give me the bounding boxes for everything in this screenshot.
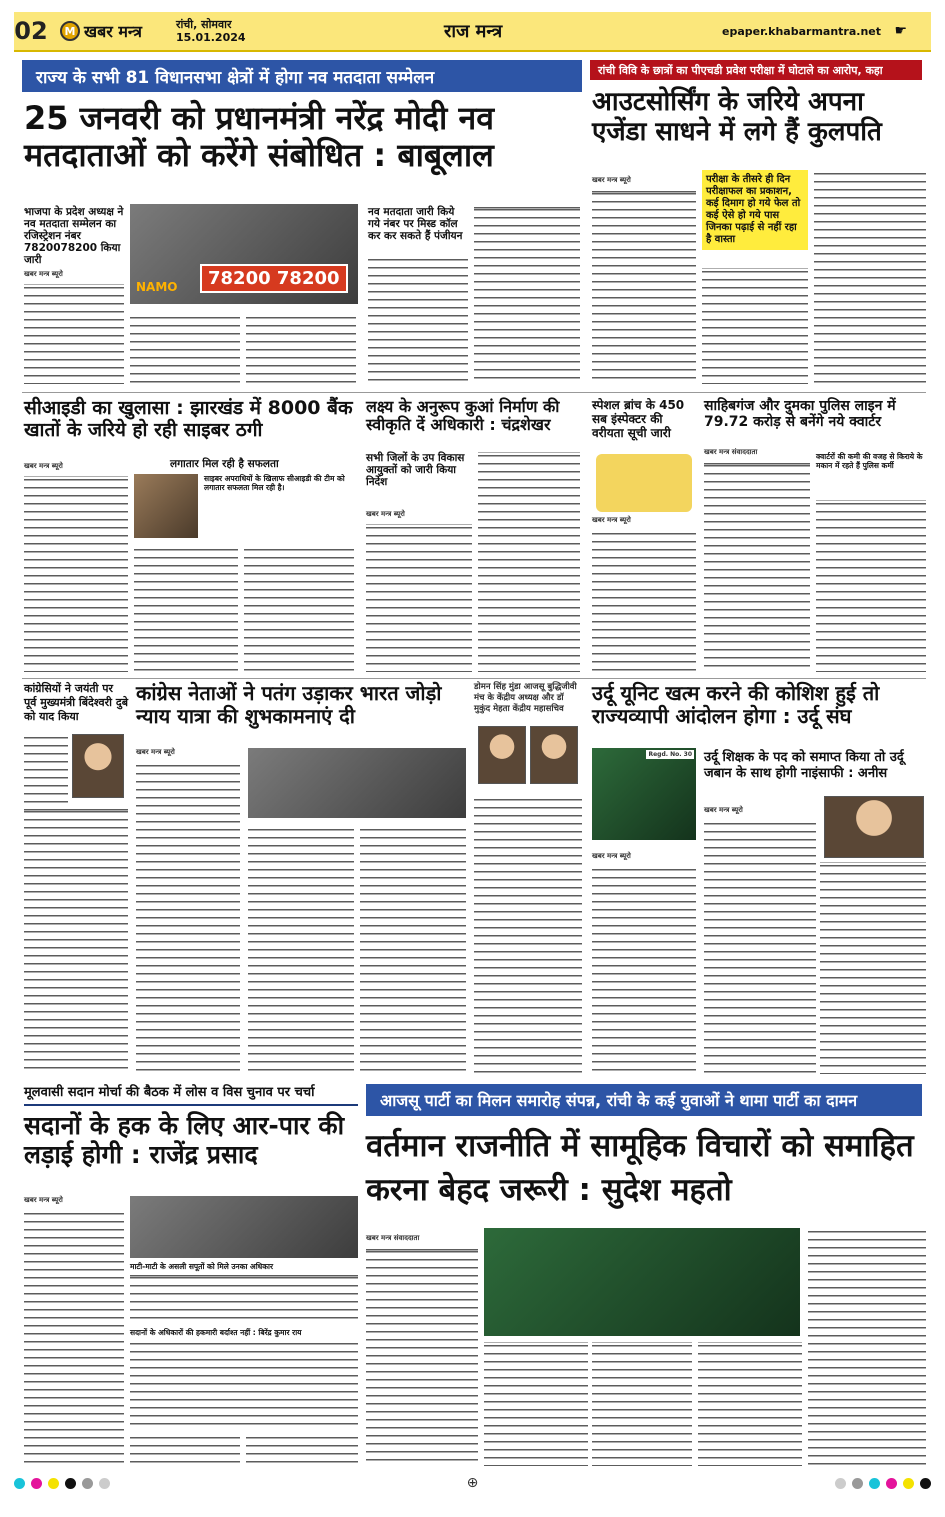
section-title: राज मन्त्र bbox=[444, 21, 503, 42]
urdu-photo bbox=[592, 748, 696, 840]
masthead bbox=[14, 12, 931, 52]
registration-number: 78200 78200 bbox=[200, 264, 348, 293]
cid-headline: सीआइडी का खुलासा : झारखंड में 8000 बैंक खातों के जरिये हो रही साइबर ठगी bbox=[24, 397, 353, 441]
logo-text: खबर मन्त्र bbox=[84, 22, 142, 41]
portrait-photo bbox=[478, 726, 526, 784]
color-dot bbox=[835, 1478, 846, 1489]
color-dot bbox=[903, 1478, 914, 1489]
divider bbox=[22, 392, 926, 393]
urdu-byline-2: खबर मन्त्र ब्यूरो bbox=[592, 852, 631, 860]
sudesh-byline: खबर मन्त्र संवाददाता bbox=[366, 1234, 420, 1242]
top-blue-strip: राज्य के सभी 81 विधानसभा क्षेत्रों में होगा नव मतदाता सम्मेलन bbox=[22, 60, 582, 92]
print-color-bar bbox=[14, 1476, 931, 1490]
lead-body-col-4 bbox=[368, 256, 468, 384]
phd-headline: आउटसोर्सिंग के जरिये अपना एजेंडा साधने में लगे हैं कुलपति bbox=[592, 87, 882, 147]
congress-death-body-1 bbox=[24, 734, 68, 806]
kite-byline: खबर मन्त्र ब्यूरो bbox=[136, 748, 175, 756]
sudesh-body-col-3 bbox=[592, 1342, 692, 1466]
well-body-col-2 bbox=[478, 452, 580, 672]
sadan-strip: मूलवासी सदान मोर्चा की बैठक में लोस व विस चुनाव पर चर्चा bbox=[24, 1085, 315, 1100]
lead-sidebar: भाजपा के प्रदेश अध्यक्ष ने नव मतदाता सम्मेलन का रजिस्ट्रेशन नंबर 7820078200 किया जारी bbox=[24, 206, 124, 266]
si-body-col-1 bbox=[592, 530, 696, 672]
sadan-byline: खबर मन्त्र ब्यूरो bbox=[24, 1196, 63, 1204]
issue-date: 15.01.2024 bbox=[175, 31, 246, 44]
lead-body-col-2 bbox=[130, 314, 240, 384]
phd-body-col-1 bbox=[592, 190, 696, 384]
right-color-dots bbox=[835, 1478, 931, 1489]
lead-body-col-1 bbox=[24, 284, 124, 384]
kite-body-col-3 bbox=[360, 826, 466, 1074]
cid-byline: खबर मन्त्र ब्यूरो bbox=[24, 462, 63, 470]
portrait-photo bbox=[72, 734, 124, 798]
cid-subhead: लगातार मिल रही है सफलता bbox=[170, 458, 279, 470]
police-body-col-2 bbox=[816, 500, 926, 672]
color-dot bbox=[886, 1478, 897, 1489]
color-dot bbox=[99, 1478, 110, 1489]
urdu-subhead: उर्दू शिक्षक के पद को समाप्त किया तो उर्दू जबान के साथ होगी नाइंसाफी : अनीस bbox=[704, 750, 904, 781]
well-byline: खबर मन्त्र ब्यूरो bbox=[366, 510, 405, 518]
sudesh-body-col-5 bbox=[808, 1228, 926, 1466]
city-day: रांची, सोमवार bbox=[175, 18, 232, 31]
phd-byline: खबर मन्त्र ब्यूरो bbox=[592, 176, 631, 184]
congress-death-headline: कांग्रेसियों ने जयंती पर पूर्व मुख्यमंत्री बिंदेश्वरी दुबे को याद किया bbox=[24, 682, 128, 723]
divider bbox=[22, 678, 926, 679]
logo-icon: M bbox=[60, 21, 80, 41]
sudesh-strip: आजसू पार्टी का मिलन समारोह संपन्न, रांची के कई युवाओं ने थामा पार्टी का दामन bbox=[366, 1084, 922, 1116]
cid-caption: साइबर अपराधियों के खिलाफ सीआइडी की टीम को लगातार सफलता मिल रही है। bbox=[204, 474, 345, 492]
sadan-body-col-2 bbox=[130, 1274, 358, 1324]
well-body-col-1 bbox=[366, 524, 472, 672]
sudesh-photo bbox=[484, 1228, 800, 1336]
color-dot bbox=[920, 1478, 931, 1489]
kite-body-col-1 bbox=[136, 762, 240, 1074]
sadan-subhead-1: माटी-माटी के असली सपूतों को मिले उनका अधिकार bbox=[130, 1262, 274, 1271]
epaper-link[interactable]: epaper.khabarmantra.net bbox=[722, 24, 881, 38]
kite-photo bbox=[248, 748, 466, 818]
top-red-strip: रांची विवि के छात्रों का पीएचडी प्रवेश परीक्षा में घोटाले का आरोप, कहा bbox=[590, 60, 922, 80]
lead-body-col-5 bbox=[474, 206, 580, 384]
hand-pointer-icon: ☛ bbox=[894, 23, 907, 39]
sadan-body-col-4 bbox=[130, 1434, 240, 1466]
police-illustration bbox=[596, 454, 692, 512]
sadan-body-col-3 bbox=[130, 1340, 358, 1428]
color-dot bbox=[31, 1478, 42, 1489]
well-headline: लक्ष्य के अनुरूप कुआं निर्माण की स्वीकृति दें अधिकारी : चंद्रशेखर bbox=[366, 397, 560, 435]
kite-headline: कांग्रेस नेताओं ने पतंग उड़ाकर भारत जोड़ो न्याय यात्रा की शुभकामनाएं दी bbox=[136, 681, 442, 728]
brand-logo bbox=[60, 20, 142, 42]
sadan-subhead-2: सदानों के अधिकारों की हकमारी बर्दाश्त नहीं : बिरेंद्र कुमार राय bbox=[130, 1328, 302, 1337]
dateline bbox=[176, 18, 246, 44]
sudesh-headline: वर्तमान राजनीति में सामूहिक विचारों को समाहित करना बेहद जरूरी : सुदेश महतो bbox=[366, 1128, 914, 1208]
left-color-dots bbox=[14, 1478, 110, 1489]
sadan-headline: सदानों के हक के लिए आर-पार की लड़ाई होगी : राजेंद्र प्रसाद bbox=[24, 1111, 345, 1169]
police-body-col-1 bbox=[704, 462, 810, 672]
police-headline: साहिबगंज और दुमका पुलिस लाइन में 79.72 करोड़ से बनेंगे नये क्वार्टर bbox=[704, 398, 896, 431]
well-subhead: सभी जिलों के उप विकास आयुक्तों को जारी किया निर्देश bbox=[366, 452, 465, 488]
color-dot bbox=[869, 1478, 880, 1489]
cid-photo bbox=[134, 474, 198, 538]
registration-mark-icon: ⊕ bbox=[466, 1475, 479, 1491]
urdu-body-col-1 bbox=[592, 866, 696, 1074]
sadan-photo bbox=[130, 1196, 358, 1258]
cid-body-col-2 bbox=[134, 546, 238, 672]
lead-body-col-3 bbox=[246, 314, 356, 384]
phd-body-col-3 bbox=[814, 170, 926, 384]
urdu-body-col-2 bbox=[704, 820, 816, 1074]
page-number: 02 bbox=[14, 17, 48, 45]
lead-byline: खबर मन्त्र ब्यूरो bbox=[24, 270, 63, 278]
police-subhead: क्वार्टरों की कमी की वजह से किराये के मकान में रहते हैं पुलिस कर्मी bbox=[816, 452, 923, 470]
sadan-body-col-5 bbox=[246, 1434, 358, 1466]
divider bbox=[24, 1104, 358, 1106]
police-byline: खबर मन्त्र संवाददाता bbox=[704, 448, 758, 456]
ajsu-join-headline: डोमन सिंह मुंडा आजसू बुद्धिजीवी मंच के केंद्रीय अध्यक्ष और डॉ मुकुंद मेहता केंद्रीय महासचिव bbox=[474, 682, 577, 714]
lead-photo bbox=[130, 204, 358, 304]
namo-logo: NAMO bbox=[136, 280, 178, 294]
sudesh-body-col-4 bbox=[698, 1342, 802, 1466]
lead-headline: 25 जनवरी को प्रधानमंत्री नरेंद्र मोदी नव मतदाताओं को करेंगे संबोधित : बाबूलाल bbox=[24, 99, 495, 174]
urdu-headline: उर्दू यूनिट खत्म करने की कोशिश हुई तो राज्यव्यापी आंदोलन होगा : उर्दू संघ bbox=[592, 681, 880, 728]
color-dot bbox=[14, 1478, 25, 1489]
color-dot bbox=[48, 1478, 59, 1489]
urdu-byline: खबर मन्त्र ब्यूरो bbox=[704, 806, 743, 814]
kite-body-col-2 bbox=[248, 826, 354, 1074]
si-headline: स्पेशल ब्रांच के 450 सब इंस्पेक्टर की वरीयता सूची जारी bbox=[592, 398, 685, 440]
congress-death-body-2 bbox=[24, 808, 128, 1074]
si-byline: खबर मन्त्र ब्यूरो bbox=[592, 516, 631, 524]
phd-callout: परीक्षा के तीसरे ही दिन परीक्षाफल का प्रकाशन, कई दिमाग हो गये फेल तो कई ऐसे हो गये पास जिनका पढ़ाई से नहीं रहा है वास्ता bbox=[702, 170, 808, 250]
urdu-body-col-3 bbox=[820, 862, 926, 1074]
sudesh-body-col-1 bbox=[366, 1248, 478, 1466]
sudesh-body-col-2 bbox=[484, 1342, 588, 1466]
lead-subhead: नव मतदाता जारी किये गये नंबर पर मिस्ड कॉल कर कर सकते हैं पंजीयन bbox=[368, 206, 463, 242]
color-dot bbox=[852, 1478, 863, 1489]
cid-body-col-1 bbox=[24, 476, 128, 672]
color-dot bbox=[82, 1478, 93, 1489]
sadan-body-col-1 bbox=[24, 1210, 124, 1466]
color-dot bbox=[65, 1478, 76, 1489]
portrait-photo bbox=[824, 796, 924, 858]
regd-label: Regd. No. 30 bbox=[648, 751, 692, 758]
ajsu-join-body bbox=[474, 796, 582, 1074]
portrait-photo bbox=[530, 726, 578, 784]
cid-body-col-3 bbox=[244, 546, 354, 672]
phd-body-col-2 bbox=[702, 268, 808, 384]
